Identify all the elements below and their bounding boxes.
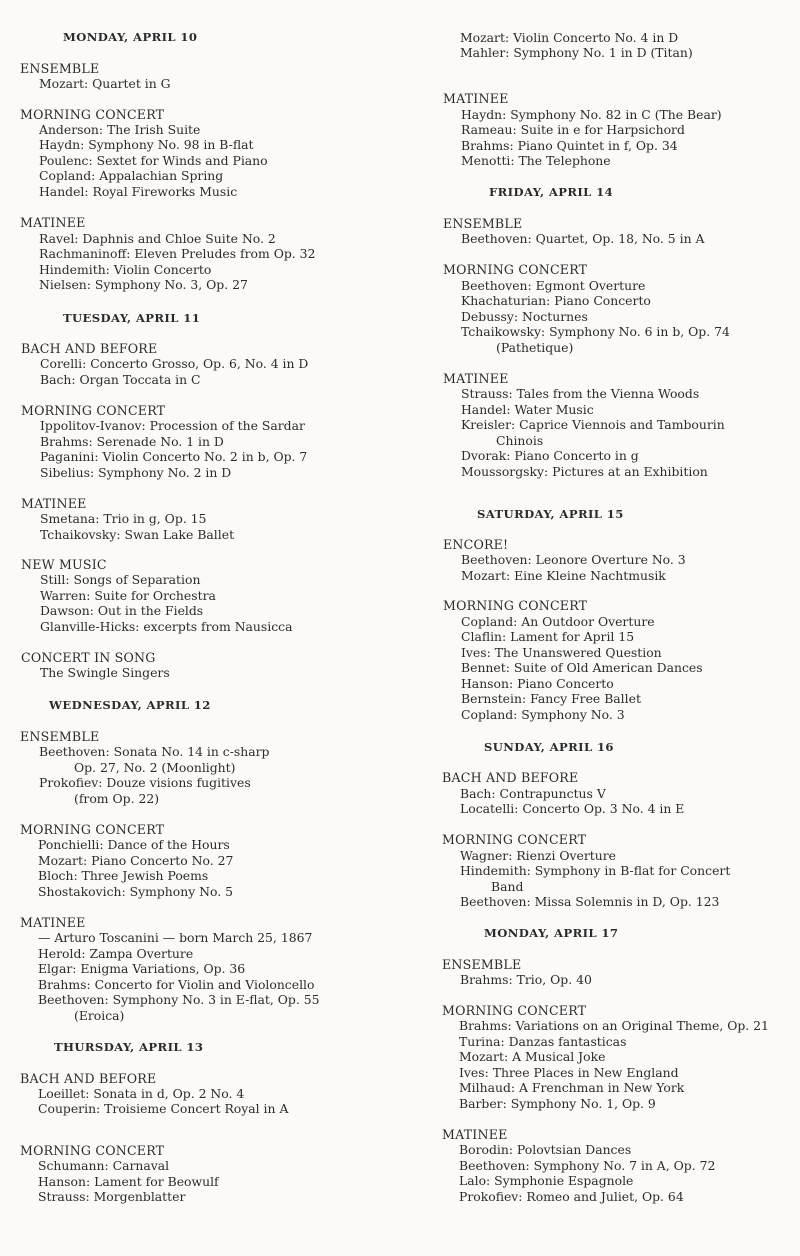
section-title-new-music: NEW MUSIC	[21, 557, 107, 572]
section-title-ensemble: ENSEMBLE	[20, 61, 100, 76]
section-title-morning-concert: MORNING CONCERT	[21, 403, 166, 418]
program-item-continuation: Op. 27, No. 2 (Moonlight)	[74, 760, 236, 775]
section-title-morning-concert: MORNING CONCERT	[443, 262, 588, 277]
program-item: Brahms: Trio, Op. 40	[460, 972, 592, 987]
program-item: Poulenc: Sextet for Winds and Piano	[39, 153, 268, 168]
program-item: Shostakovich: Symphony No. 5	[38, 884, 233, 899]
program-item: Beethoven: Sonata No. 14 in c-sharp	[39, 744, 270, 759]
program-item: Beethoven: Leonore Overture No. 3	[461, 552, 686, 567]
program-item: Beethoven: Missa Solemnis in D, Op. 123	[460, 894, 720, 909]
day-heading-wednesday-april-12: WEDNESDAY, APRIL 12	[49, 698, 211, 712]
program-item: Beethoven: Symphony No. 7 in A, Op. 72	[459, 1158, 716, 1173]
section-title-morning-concert: MORNING CONCERT	[20, 822, 165, 837]
program-item: Lalo: Symphonie Espagnole	[459, 1173, 634, 1188]
program-item: Bernstein: Fancy Free Ballet	[461, 691, 641, 706]
program-item: Mozart: Violin Concerto No. 4 in D	[460, 30, 679, 45]
section-title-encore: ENCORE!	[443, 537, 509, 552]
section-title-bach-and-before: BACH AND BEFORE	[21, 341, 158, 356]
program-item: Copland: An Outdoor Overture	[461, 614, 655, 629]
program-item: The Swingle Singers	[40, 665, 170, 680]
program-item: Bach: Contrapunctus V	[460, 786, 606, 801]
program-item: Bennet: Suite of Old American Dances	[461, 660, 703, 675]
program-item: Bloch: Three Jewish Poems	[38, 868, 209, 883]
program-item: Hanson: Piano Concerto	[461, 676, 614, 691]
program-item: Handel: Royal Fireworks Music	[39, 184, 238, 199]
program-item: Elgar: Enigma Variations, Op. 36	[38, 961, 246, 976]
day-heading-thursday-april-13: THURSDAY, APRIL 13	[54, 1040, 204, 1054]
day-heading-friday-april-14: FRIDAY, APRIL 14	[489, 185, 614, 199]
section-title-ensemble: ENSEMBLE	[443, 216, 523, 231]
program-item: Beethoven: Symphony No. 3 in E-flat, Op. 55	[38, 992, 320, 1007]
program-item: Brahms: Piano Quintet in f, Op. 34	[461, 138, 678, 153]
day-heading-tuesday-april-11: TUESDAY, APRIL 11	[63, 311, 201, 325]
program-item: Herold: Zampa Overture	[38, 946, 194, 961]
program-item: Hanson: Lament for Beowulf	[38, 1174, 219, 1189]
program-item: Haydn: Symphony No. 82 in C (The Bear)	[461, 107, 722, 122]
program-item: Locatelli: Concerto Op. 3 No. 4 in E	[460, 801, 685, 816]
program-item-continuation: (Pathetique)	[496, 340, 574, 355]
program-item: Warren: Suite for Orchestra	[40, 588, 216, 603]
program-item: Borodin: Polovtsian Dances	[459, 1142, 632, 1157]
day-heading-sunday-april-16: SUNDAY, APRIL 16	[484, 740, 614, 754]
program-item: Tchaikovsky: Swan Lake Ballet	[40, 527, 235, 542]
section-title-bach-and-before: BACH AND BEFORE	[442, 770, 579, 785]
program-item: Mozart: Quartet in G	[39, 76, 171, 91]
section-title-morning-concert: MORNING CONCERT	[442, 832, 587, 847]
program-item: Turina: Danzas fantasticas	[459, 1034, 627, 1049]
program-item: Anderson: The Irish Suite	[39, 122, 201, 137]
section-title-morning-concert: MORNING CONCERT	[20, 1143, 165, 1158]
program-item: Tchaikowsky: Symphony No. 6 in b, Op. 74	[461, 324, 730, 339]
program-item: Ippolitov-Ivanov: Procession of the Sardar	[40, 418, 305, 433]
program-note: — Arturo Toscanini — born March 25, 1867	[38, 930, 313, 945]
section-title-morning-concert: MORNING CONCERT	[443, 598, 588, 613]
section-title-matinee: MATINEE	[442, 1127, 508, 1142]
program-item-continuation: Band	[491, 879, 524, 894]
section-title-concert-in-song: CONCERT IN SONG	[21, 650, 156, 665]
program-item: Moussorgsky: Pictures at an Exhibition	[461, 464, 708, 479]
program-item: Couperin: Troisieme Concert Royal in A	[38, 1101, 289, 1116]
program-item-continuation: (Eroica)	[74, 1008, 125, 1023]
program-item: Handel: Water Music	[461, 402, 594, 417]
program-item: Mahler: Symphony No. 1 in D (Titan)	[460, 45, 693, 60]
program-item: Prokofiev: Douze visions fugitives	[39, 775, 251, 790]
program-item: Ponchielli: Dance of the Hours	[38, 837, 230, 852]
program-item: Beethoven: Egmont Overture	[461, 278, 646, 293]
section-title-morning-concert: MORNING CONCERT	[442, 1003, 587, 1018]
program-item: Hindemith: Violin Concerto	[39, 262, 212, 277]
program-item: Menotti: The Telephone	[461, 153, 611, 168]
program-item: Strauss: Morgenblatter	[38, 1189, 186, 1204]
section-title-matinee: MATINEE	[20, 215, 86, 230]
program-item: Rameau: Suite in e for Harpsichord	[461, 122, 685, 137]
day-heading-saturday-april-15: SATURDAY, APRIL 15	[477, 507, 624, 521]
program-item: Smetana: Trio in g, Op. 15	[40, 511, 207, 526]
program-item: Milhaud: A Frenchman in New York	[459, 1080, 685, 1095]
section-title-matinee: MATINEE	[443, 91, 509, 106]
program-item: Paganini: Violin Concerto No. 2 in b, Op. 7	[40, 449, 308, 464]
program-item: Schumann: Carnaval	[38, 1158, 170, 1173]
section-title-matinee: MATINEE	[21, 496, 87, 511]
program-item: Nielsen: Symphony No. 3, Op. 27	[39, 277, 248, 292]
program-item: Copland: Symphony No. 3	[461, 707, 625, 722]
program-item: Copland: Appalachian Spring	[39, 168, 224, 183]
program-item: Brahms: Variations on an Original Theme, Op. 21	[459, 1018, 769, 1033]
program-item: Barber: Symphony No. 1, Op. 9	[459, 1096, 656, 1111]
program-item: Rachmaninoff: Eleven Preludes from Op. 32	[39, 246, 316, 261]
section-title-ensemble: ENSEMBLE	[20, 729, 100, 744]
program-item: Brahms: Concerto for Violin and Violoncello	[38, 977, 315, 992]
program-item: Khachaturian: Piano Concerto	[461, 293, 651, 308]
program-item: Brahms: Serenade No. 1 in D	[40, 434, 224, 449]
program-item: Kreisler: Caprice Viennois and Tambourin	[461, 417, 725, 432]
program-item: Ives: Three Places in New England	[459, 1065, 679, 1080]
section-title-bach-and-before: BACH AND BEFORE	[20, 1071, 157, 1086]
program-item: Still: Songs of Separation	[40, 572, 201, 587]
program-item: Hindemith: Symphony in B-flat for Concert	[460, 863, 731, 878]
section-title-matinee: MATINEE	[443, 371, 509, 386]
program-item: Ives: The Unanswered Question	[461, 645, 662, 660]
program-item: Mozart: Piano Concerto No. 27	[38, 853, 234, 868]
program-item-continuation: (from Op. 22)	[74, 791, 160, 806]
section-title-morning-concert: MORNING CONCERT	[20, 107, 165, 122]
program-item: Mozart: Eine Kleine Nachtmusik	[461, 568, 666, 583]
program-item: Dawson: Out in the Fields	[40, 603, 204, 618]
program-item: Claflin: Lament for April 15	[461, 629, 635, 644]
program-item: Haydn: Symphony No. 98 in B-flat	[39, 137, 254, 152]
program-item: Strauss: Tales from the Vienna Woods	[461, 386, 700, 401]
program-item: Dvorak: Piano Concerto in g	[461, 448, 639, 463]
program-item: Ravel: Daphnis and Chloe Suite No. 2	[39, 231, 276, 246]
program-item: Prokofiev: Romeo and Juliet, Op. 64	[459, 1189, 684, 1204]
day-heading-monday-april-17: MONDAY, APRIL 17	[484, 926, 619, 940]
program-item: Corelli: Concerto Grosso, Op. 6, No. 4 in D	[40, 356, 309, 371]
program-item: Mozart: A Musical Joke	[459, 1049, 606, 1064]
day-heading-monday-april-10: MONDAY, APRIL 10	[63, 30, 198, 44]
program-item: Beethoven: Quartet, Op. 18, No. 5 in A	[461, 231, 705, 246]
section-title-matinee: MATINEE	[20, 915, 86, 930]
program-item: Glanville-Hicks: excerpts from Nausicca	[40, 619, 293, 634]
program-item: Sibelius: Symphony No. 2 in D	[40, 465, 232, 480]
program-item: Debussy: Nocturnes	[461, 309, 588, 324]
program-item: Wagner: Rienzi Overture	[460, 848, 616, 863]
section-title-ensemble: ENSEMBLE	[442, 957, 522, 972]
program-item: Loeillet: Sonata in d, Op. 2 No. 4	[38, 1086, 245, 1101]
program-item: Bach: Organ Toccata in C	[40, 372, 201, 387]
program-item-continuation: Chinois	[496, 433, 544, 448]
